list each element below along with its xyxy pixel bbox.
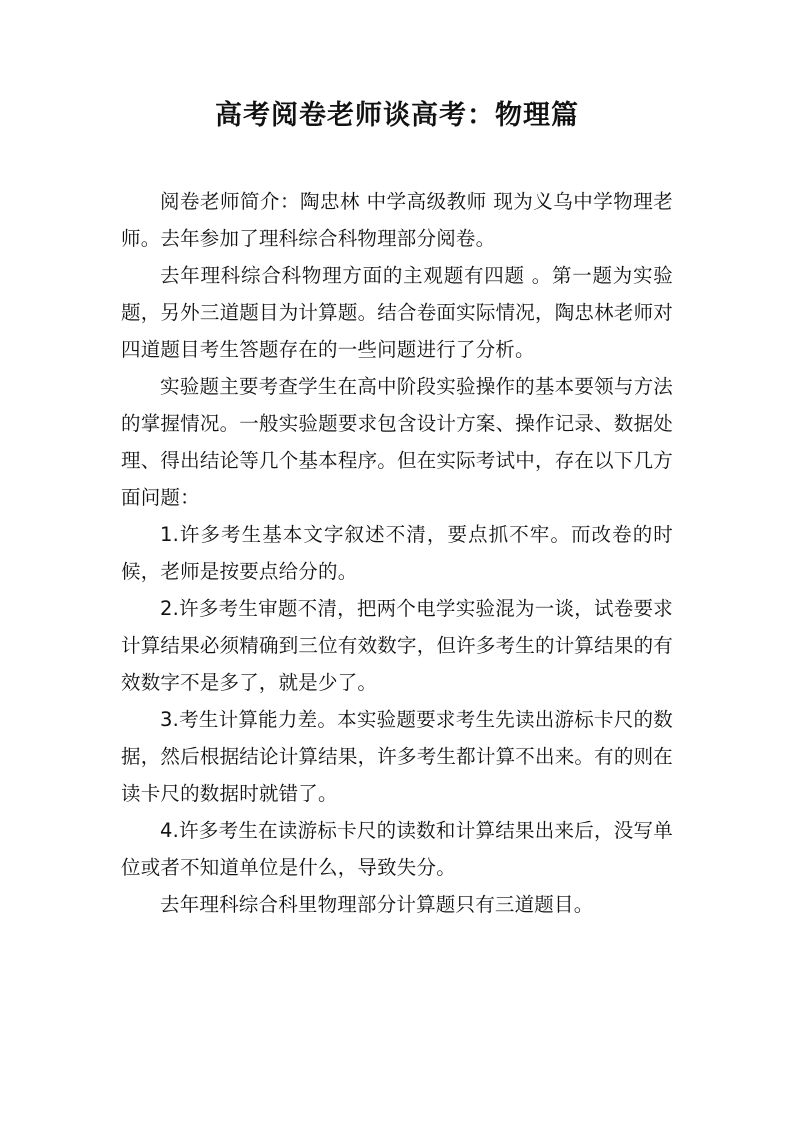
paragraph-overview: 去年理科综合科物理方面的主观题有四题 。第一题为实验题，另外三道题目为计算题。结合卷面实际情况，陶忠林老师对四道题目考生答题存在的一些问题进行了分析。 <box>121 264 673 361</box>
paragraph-issue-1: 1.许多考生基本文字叙述不清，要点抓不牢。而改卷的时候，老师是按要点给分的。 <box>121 523 673 583</box>
paragraph-issue-4: 4.许多考生在读游标卡尺的读数和计算结果出来后，没写单位或者不知道单位是什么，导致失分。 <box>121 819 673 879</box>
paragraph-issue-3: 3.考生计算能力差。本实验题要求考生先读出游标卡尺的数据，然后根据结论计算结果，许多考生都计算不出来。有的则在读卡尺的数据时就错了。 <box>121 708 673 805</box>
paragraph-calculation-intro: 去年理科综合科里物理部分计算题只有三道题目。 <box>160 893 594 916</box>
document-title: 高考阅卷老师谈高考：物理篇 <box>215 100 579 131</box>
paragraph-experiment-intro: 实验题主要考查学生在高中阶段实验操作的基本要领与方法的掌握情况。一般实验题要求包含设计方案、操作记录、数据处理、得出结论等几个基本程序。但在实际考试中，存在以下几方面问题： <box>121 375 673 509</box>
paragraph-issue-2: 2.许多考生审题不清，把两个电学实验混为一谈，试卷要求计算结果必须精确到三位有效数字，但许多考生的计算结果的有效数字不是多了，就是少了。 <box>121 597 673 694</box>
paragraph-author-intro: 阅卷老师简介：陶忠林 中学高级教师 现为义乌中学物理老师。去年参加了理科综合科物理部分阅卷。 <box>121 190 673 250</box>
document-body <box>121 183 673 923</box>
